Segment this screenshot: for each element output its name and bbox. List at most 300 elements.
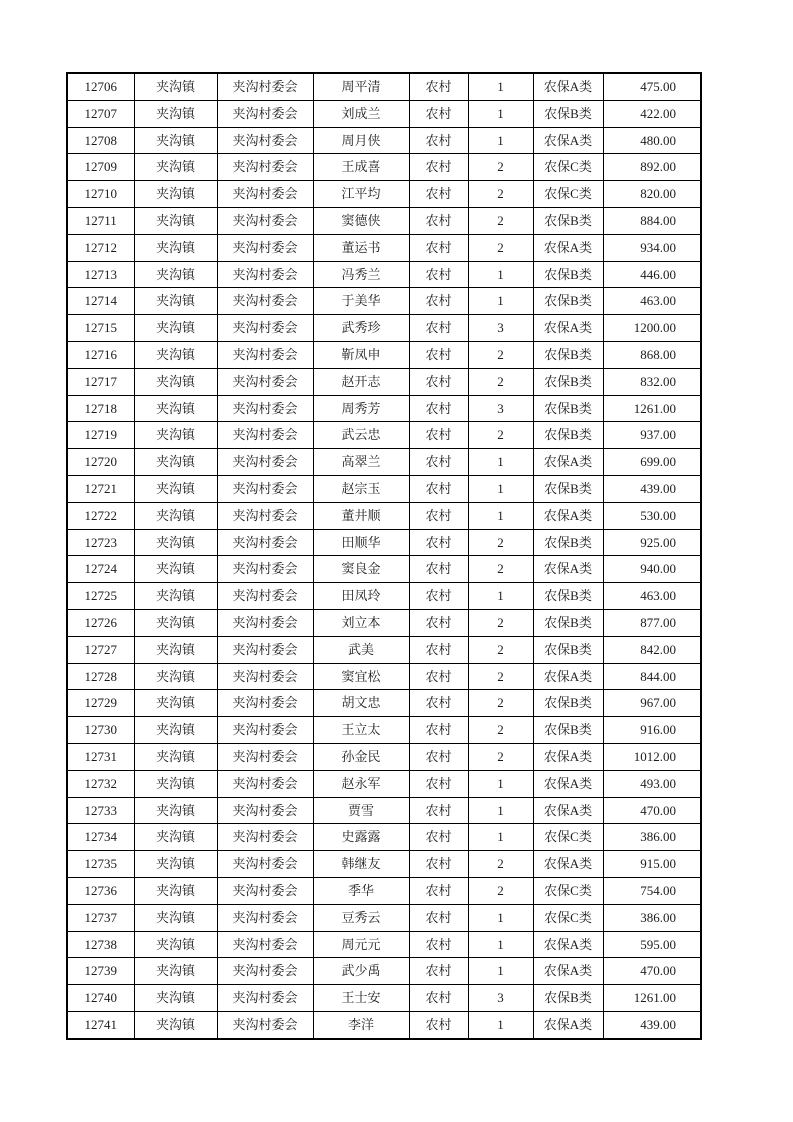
cell-count: 1 [468,904,533,931]
cell-residence: 农村 [409,556,468,583]
cell-category: 农保A类 [533,127,603,154]
cell-category: 农保B类 [533,368,603,395]
table-row [67,368,701,395]
cell-category: 农保A类 [533,234,603,261]
cell-amount: 439.00 [603,1011,701,1038]
cell-count: 2 [468,207,533,234]
table-body [67,73,701,1039]
cell-count: 1 [468,958,533,985]
cell-count: 1 [468,797,533,824]
cell-category: 农保A类 [533,502,603,529]
cell-count: 2 [468,556,533,583]
cell-count: 3 [468,315,533,342]
cell-town: 夹沟镇 [134,556,217,583]
cell-name: 韩继友 [313,851,409,878]
cell-name: 于美华 [313,288,409,315]
cell-village: 夹沟村委会 [217,341,313,368]
cell-name: 豆秀云 [313,904,409,931]
cell-amount: 699.00 [603,449,701,476]
cell-category: 农保B类 [533,529,603,556]
table-row [67,556,701,583]
cell-id: 12737 [67,904,134,931]
cell-id: 12712 [67,234,134,261]
table-row [67,207,701,234]
cell-village: 夹沟村委会 [217,502,313,529]
cell-name: 田凤玲 [313,583,409,610]
cell-village: 夹沟村委会 [217,797,313,824]
cell-town: 夹沟镇 [134,368,217,395]
table-row [67,851,701,878]
cell-id: 12735 [67,851,134,878]
cell-name: 董井顺 [313,502,409,529]
cell-residence: 农村 [409,877,468,904]
cell-residence: 农村 [409,395,468,422]
cell-category: 农保A类 [533,770,603,797]
cell-amount: 480.00 [603,127,701,154]
cell-village: 夹沟村委会 [217,475,313,502]
cell-village: 夹沟村委会 [217,288,313,315]
cell-count: 2 [468,877,533,904]
cell-amount: 386.00 [603,824,701,851]
cell-town: 夹沟镇 [134,127,217,154]
cell-residence: 农村 [409,609,468,636]
cell-town: 夹沟镇 [134,770,217,797]
cell-village: 夹沟村委会 [217,73,313,100]
cell-name: 王成喜 [313,154,409,181]
cell-category: 农保B类 [533,100,603,127]
cell-amount: 1261.00 [603,985,701,1012]
cell-amount: 386.00 [603,904,701,931]
cell-residence: 农村 [409,931,468,958]
cell-town: 夹沟镇 [134,690,217,717]
cell-town: 夹沟镇 [134,824,217,851]
cell-name: 周月侠 [313,127,409,154]
cell-residence: 农村 [409,770,468,797]
cell-count: 1 [468,288,533,315]
cell-village: 夹沟村委会 [217,583,313,610]
cell-town: 夹沟镇 [134,877,217,904]
cell-count: 2 [468,690,533,717]
table-row [67,395,701,422]
cell-category: 农保B类 [533,609,603,636]
cell-name: 江平均 [313,181,409,208]
cell-town: 夹沟镇 [134,663,217,690]
cell-town: 夹沟镇 [134,717,217,744]
cell-town: 夹沟镇 [134,931,217,958]
table-row [67,127,701,154]
cell-category: 农保A类 [533,1011,603,1038]
cell-town: 夹沟镇 [134,73,217,100]
cell-id: 12711 [67,207,134,234]
cell-category: 农保C类 [533,154,603,181]
cell-town: 夹沟镇 [134,449,217,476]
cell-category: 农保C类 [533,824,603,851]
cell-count: 1 [468,475,533,502]
cell-village: 夹沟村委会 [217,181,313,208]
cell-residence: 农村 [409,207,468,234]
table-row [67,181,701,208]
cell-residence: 农村 [409,958,468,985]
cell-name: 武少禹 [313,958,409,985]
cell-village: 夹沟村委会 [217,824,313,851]
cell-residence: 农村 [409,663,468,690]
cell-category: 农保C类 [533,181,603,208]
cell-residence: 农村 [409,851,468,878]
cell-count: 2 [468,422,533,449]
table-row [67,609,701,636]
cell-amount: 595.00 [603,931,701,958]
cell-count: 2 [468,743,533,770]
cell-id: 12715 [67,315,134,342]
cell-town: 夹沟镇 [134,1011,217,1038]
cell-count: 2 [468,636,533,663]
cell-town: 夹沟镇 [134,288,217,315]
cell-category: 农保B类 [533,395,603,422]
cell-village: 夹沟村委会 [217,1011,313,1038]
cell-amount: 1012.00 [603,743,701,770]
cell-category: 农保B类 [533,341,603,368]
cell-category: 农保B类 [533,422,603,449]
cell-residence: 农村 [409,261,468,288]
cell-name: 王士安 [313,985,409,1012]
cell-town: 夹沟镇 [134,502,217,529]
cell-village: 夹沟村委会 [217,449,313,476]
table-row [67,475,701,502]
cell-category: 农保A类 [533,449,603,476]
cell-village: 夹沟村委会 [217,154,313,181]
cell-id: 12730 [67,717,134,744]
cell-residence: 农村 [409,985,468,1012]
cell-id: 12708 [67,127,134,154]
cell-name: 赵永军 [313,770,409,797]
cell-residence: 农村 [409,1011,468,1038]
cell-amount: 892.00 [603,154,701,181]
cell-town: 夹沟镇 [134,475,217,502]
cell-category: 农保B类 [533,261,603,288]
cell-id: 12736 [67,877,134,904]
cell-count: 2 [468,609,533,636]
cell-category: 农保A类 [533,556,603,583]
cell-name: 冯秀兰 [313,261,409,288]
table-row [67,770,701,797]
cell-town: 夹沟镇 [134,609,217,636]
cell-village: 夹沟村委会 [217,636,313,663]
table-row [67,261,701,288]
cell-category: 农保A类 [533,315,603,342]
table-row [67,449,701,476]
table-row [67,931,701,958]
cell-category: 农保B类 [533,717,603,744]
cell-id: 12714 [67,288,134,315]
cell-id: 12728 [67,663,134,690]
cell-amount: 470.00 [603,958,701,985]
cell-amount: 934.00 [603,234,701,261]
cell-count: 1 [468,1011,533,1038]
cell-id: 12716 [67,341,134,368]
cell-amount: 439.00 [603,475,701,502]
table-row [67,100,701,127]
cell-residence: 农村 [409,234,468,261]
cell-village: 夹沟村委会 [217,556,313,583]
cell-residence: 农村 [409,824,468,851]
cell-amount: 463.00 [603,288,701,315]
cell-count: 1 [468,100,533,127]
cell-name: 田顺华 [313,529,409,556]
cell-id: 12713 [67,261,134,288]
cell-id: 12726 [67,609,134,636]
cell-village: 夹沟村委会 [217,261,313,288]
cell-id: 12725 [67,583,134,610]
cell-town: 夹沟镇 [134,395,217,422]
cell-village: 夹沟村委会 [217,877,313,904]
cell-town: 夹沟镇 [134,529,217,556]
cell-count: 2 [468,663,533,690]
cell-id: 12718 [67,395,134,422]
table-row [67,502,701,529]
table-row [67,663,701,690]
cell-category: 农保B类 [533,690,603,717]
cell-village: 夹沟村委会 [217,422,313,449]
cell-category: 农保A类 [533,851,603,878]
cell-town: 夹沟镇 [134,583,217,610]
cell-count: 2 [468,341,533,368]
cell-amount: 530.00 [603,502,701,529]
cell-residence: 农村 [409,422,468,449]
cell-town: 夹沟镇 [134,422,217,449]
cell-town: 夹沟镇 [134,234,217,261]
cell-id: 12719 [67,422,134,449]
table-row [67,73,701,100]
cell-count: 1 [468,127,533,154]
cell-village: 夹沟村委会 [217,931,313,958]
cell-amount: 470.00 [603,797,701,824]
cell-count: 1 [468,824,533,851]
cell-count: 3 [468,395,533,422]
cell-id: 12731 [67,743,134,770]
cell-id: 12734 [67,824,134,851]
cell-category: 农保A类 [533,663,603,690]
cell-town: 夹沟镇 [134,851,217,878]
cell-name: 周元元 [313,931,409,958]
table-row [67,985,701,1012]
cell-id: 12717 [67,368,134,395]
cell-id: 12721 [67,475,134,502]
cell-id: 12729 [67,690,134,717]
cell-amount: 916.00 [603,717,701,744]
cell-residence: 农村 [409,154,468,181]
cell-count: 1 [468,931,533,958]
cell-count: 1 [468,583,533,610]
cell-id: 12724 [67,556,134,583]
cell-residence: 农村 [409,127,468,154]
cell-amount: 446.00 [603,261,701,288]
cell-village: 夹沟村委会 [217,958,313,985]
cell-id: 12709 [67,154,134,181]
cell-category: 农保B类 [533,288,603,315]
cell-amount: 967.00 [603,690,701,717]
cell-residence: 农村 [409,797,468,824]
cell-amount: 925.00 [603,529,701,556]
cell-name: 赵开志 [313,368,409,395]
cell-amount: 1261.00 [603,395,701,422]
cell-count: 1 [468,502,533,529]
cell-category: 农保A类 [533,73,603,100]
cell-village: 夹沟村委会 [217,127,313,154]
cell-amount: 842.00 [603,636,701,663]
table-row [67,422,701,449]
cell-residence: 农村 [409,475,468,502]
cell-count: 2 [468,181,533,208]
cell-village: 夹沟村委会 [217,100,313,127]
table-row [67,288,701,315]
cell-village: 夹沟村委会 [217,207,313,234]
cell-town: 夹沟镇 [134,154,217,181]
cell-village: 夹沟村委会 [217,717,313,744]
cell-category: 农保B类 [533,583,603,610]
cell-name: 武秀珍 [313,315,409,342]
cell-count: 2 [468,234,533,261]
cell-residence: 农村 [409,181,468,208]
table-row [67,636,701,663]
cell-category: 农保B类 [533,475,603,502]
cell-name: 窦德侠 [313,207,409,234]
cell-town: 夹沟镇 [134,341,217,368]
cell-amount: 422.00 [603,100,701,127]
cell-name: 靳凤申 [313,341,409,368]
cell-amount: 877.00 [603,609,701,636]
cell-name: 季华 [313,877,409,904]
cell-residence: 农村 [409,717,468,744]
cell-name: 周秀芳 [313,395,409,422]
cell-id: 12727 [67,636,134,663]
cell-residence: 农村 [409,529,468,556]
cell-amount: 475.00 [603,73,701,100]
cell-town: 夹沟镇 [134,797,217,824]
cell-id: 12733 [67,797,134,824]
cell-name: 胡文忠 [313,690,409,717]
cell-count: 2 [468,717,533,744]
cell-category: 农保C类 [533,904,603,931]
table-row [67,824,701,851]
cell-id: 12740 [67,985,134,1012]
cell-name: 李洋 [313,1011,409,1038]
cell-amount: 754.00 [603,877,701,904]
cell-amount: 868.00 [603,341,701,368]
table-row [67,743,701,770]
cell-town: 夹沟镇 [134,315,217,342]
cell-residence: 农村 [409,449,468,476]
cell-town: 夹沟镇 [134,181,217,208]
cell-residence: 农村 [409,100,468,127]
cell-id: 12732 [67,770,134,797]
table-row [67,154,701,181]
cell-town: 夹沟镇 [134,958,217,985]
cell-id: 12710 [67,181,134,208]
cell-amount: 940.00 [603,556,701,583]
table-row [67,958,701,985]
table-row [67,234,701,261]
cell-count: 1 [468,261,533,288]
cell-village: 夹沟村委会 [217,609,313,636]
cell-count: 2 [468,851,533,878]
cell-name: 窦宜松 [313,663,409,690]
cell-id: 12738 [67,931,134,958]
table-row [67,717,701,744]
cell-name: 武美 [313,636,409,663]
cell-name: 史露露 [313,824,409,851]
cell-amount: 915.00 [603,851,701,878]
cell-count: 1 [468,73,533,100]
cell-count: 1 [468,770,533,797]
cell-village: 夹沟村委会 [217,234,313,261]
cell-category: 农保B类 [533,985,603,1012]
cell-village: 夹沟村委会 [217,529,313,556]
cell-name: 王立太 [313,717,409,744]
cell-amount: 820.00 [603,181,701,208]
cell-town: 夹沟镇 [134,904,217,931]
cell-category: 农保A类 [533,931,603,958]
table-row [67,583,701,610]
cell-name: 武云忠 [313,422,409,449]
cell-village: 夹沟村委会 [217,368,313,395]
cell-amount: 937.00 [603,422,701,449]
cell-village: 夹沟村委会 [217,690,313,717]
cell-residence: 农村 [409,315,468,342]
cell-residence: 农村 [409,341,468,368]
cell-id: 12706 [67,73,134,100]
cell-id: 12707 [67,100,134,127]
cell-village: 夹沟村委会 [217,395,313,422]
table-row [67,797,701,824]
cell-amount: 1200.00 [603,315,701,342]
cell-category: 农保A类 [533,797,603,824]
cell-village: 夹沟村委会 [217,985,313,1012]
cell-residence: 农村 [409,502,468,529]
cell-name: 周平清 [313,73,409,100]
cell-residence: 农村 [409,743,468,770]
cell-town: 夹沟镇 [134,636,217,663]
cell-name: 高翠兰 [313,449,409,476]
cell-category: 农保B类 [533,207,603,234]
table-row [67,341,701,368]
cell-name: 董运书 [313,234,409,261]
table-row [67,1011,701,1038]
cell-residence: 农村 [409,583,468,610]
cell-id: 12739 [67,958,134,985]
cell-residence: 农村 [409,636,468,663]
records-table [66,72,702,1040]
cell-amount: 844.00 [603,663,701,690]
cell-amount: 493.00 [603,770,701,797]
cell-residence: 农村 [409,73,468,100]
cell-village: 夹沟村委会 [217,663,313,690]
cell-amount: 832.00 [603,368,701,395]
cell-town: 夹沟镇 [134,207,217,234]
cell-category: 农保C类 [533,877,603,904]
table-row [67,904,701,931]
cell-amount: 463.00 [603,583,701,610]
cell-town: 夹沟镇 [134,261,217,288]
cell-count: 2 [468,368,533,395]
cell-residence: 农村 [409,288,468,315]
cell-amount: 884.00 [603,207,701,234]
cell-town: 夹沟镇 [134,100,217,127]
cell-residence: 农村 [409,368,468,395]
cell-id: 12723 [67,529,134,556]
table-row [67,877,701,904]
cell-count: 2 [468,154,533,181]
cell-town: 夹沟镇 [134,743,217,770]
